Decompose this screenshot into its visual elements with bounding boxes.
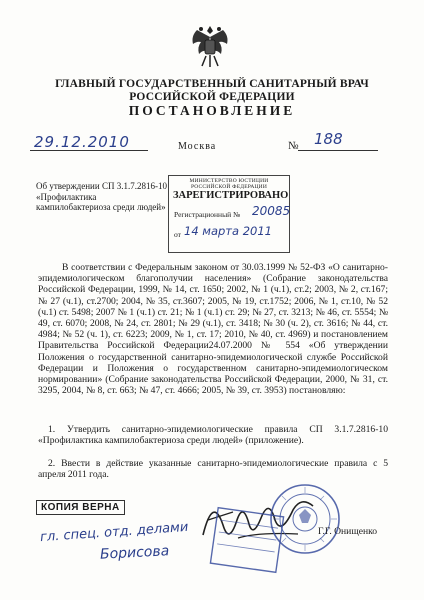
number-underline [298, 150, 378, 151]
stamp-from-label: от [174, 230, 181, 239]
stamp-organization: МИНИСТЕРСТВО ЮСТИЦИИ РОССИЙСКОЙ ФЕДЕРАЦИИ [189, 178, 269, 190]
document-number: 188 [314, 130, 343, 148]
body-paragraph-1: В соответствии с Федеральным законом от 30.03.1999 № 52-ФЗ «О санитарно-эпидемиологическом благополучии населения» (Собрание законодательства Российской Федерации, 1999, № 14, ст. 1650; 2002, № 1 (ч.1), ст.2; 2003, № 2, ст.167; № 27 (ч.1), ст.2700; 2004, № 35, ст.3607; 2005, № 19, ст.1752; 2006, № 1, ст.10, № 52 (ч.1) ст. 5498; 2007 № 1 (ч.1) ст. 21; № 1 (ч.1) ст. 29; № 27, ст. 3213; № 46, ст. 5554; № 49, ст. 6070; 2008, № 24, ст. 2801; № 29 (ч.1), ст. 3418; № 30 (ч. 2), ст. 3616; № 44, ст. 4984; № 52 (ч. 1), ст. 6223; 2009, № 1, ст. 17; 2010, № 40, ст. 4969) и постановлением Правительства Российской Федерации24.07.2000 № 554 «Об утверждении Положения о государственной санитарно-эпидемиологической службе Российской Федерации и Положения о государственном санитарно-эпидемиологическом нормировании» (Собрание законодательства Российской Федерации, 2000, № 31, ст. 3295, 2004, № 8, ст. 663; № 47, ст. 4666; 2005, № 39, ст. 3953) постановляю: [38, 262, 388, 397]
registration-stamp [168, 175, 290, 253]
date-underline [30, 150, 148, 151]
stamp-title: ЗАРЕГИСТРИРОВАНО [173, 190, 289, 201]
stamp-reg-date: 14 марта 2011 [184, 224, 272, 238]
document-type: ПОСТАНОВЛЕНИЕ [128, 103, 296, 118]
document-city: Москва [178, 141, 217, 152]
signer-name: Г.Г. Онищенко [318, 526, 378, 537]
body-paragraph-3: 2. Ввести в действие указанные санитарно-эпидемиологические правила с 5 апреля 2011 года. [38, 458, 388, 481]
double-headed-eagle-icon [187, 22, 233, 72]
body-paragraph-2: 1. Утвердить санитарно-эпидемиологические правила СП 3.1.7.2816-10 «Профилактика кампилобактериоза среди людей» (приложение). [38, 424, 388, 447]
stamp-reg-label: Регистрационный № [174, 210, 241, 219]
document-subject: Об утверждении СП 3.1.7.2816-10 «Профилактика кампилобактериоза среди людей» [36, 181, 167, 212]
copy-note-name: Борисова [99, 543, 170, 563]
number-sign: № [288, 140, 299, 152]
round-seal-icon [268, 482, 342, 556]
stamp-reg-number: 20085 [252, 204, 291, 218]
issuer-subtitle: РОССИЙСКОЙ ФЕДЕРАЦИИ [129, 91, 295, 103]
copy-certified-stamp: КОПИЯ ВЕРНА [36, 500, 125, 515]
issuer-title: ГЛАВНЫЙ ГОСУДАРСТВЕННЫЙ САНИТАРНЫЙ ВРАЧ [55, 78, 369, 90]
document-date: 29.12.2010 [34, 133, 130, 151]
copy-note-position: гл. спец. отд. делами [39, 519, 189, 546]
